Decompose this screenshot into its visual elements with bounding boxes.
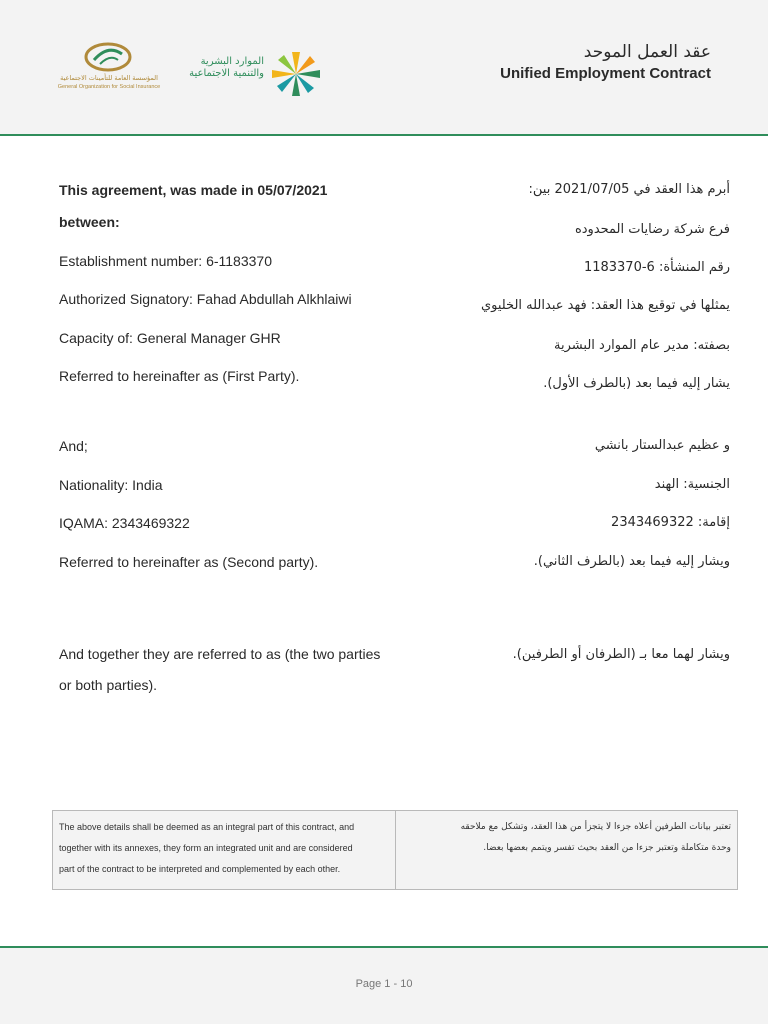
together-en-line2: or both parties).	[59, 677, 158, 693]
note-ar-line2: وحدة متكاملة وتعتبر جزءا من العقد بحيث تفسر ويتمم بعضها بعضا.	[483, 843, 731, 853]
note-divider	[395, 811, 396, 889]
capacity-en: Capacity of: General Manager GHR	[59, 330, 281, 346]
agreement-date-ar: أبرم هذا العقد في 2021/07/05 بين:	[528, 182, 730, 197]
and-en: And;	[59, 438, 88, 454]
second-party-referred-ar: ويشار إليه فيما بعد (بالطرف الثاني).	[533, 554, 730, 569]
title-arabic: عقد العمل الموحد	[583, 42, 711, 62]
establishment-number-ar: رقم المنشأة: 6-1183370	[583, 260, 730, 275]
gosi-emblem-icon	[80, 40, 136, 76]
gosi-logo	[48, 40, 170, 98]
hrsd-logo	[176, 50, 328, 100]
note-en-line2: together with its annexes, they form an integrated unit and are considered	[59, 843, 353, 853]
hrsd-name-line2: والتنمية الاجتماعية	[189, 68, 264, 79]
second-party-referred-en: Referred to hereinafter as (Second party).	[59, 554, 319, 570]
iqama-en: IQAMA: 2343469322	[59, 515, 190, 531]
capacity-ar: بصفته: مدير عام الموارد البشرية	[554, 338, 730, 353]
page-header	[0, 0, 768, 136]
first-party-referred-en: Referred to hereinafter as (First Party).	[59, 368, 300, 384]
together-ar: ويشار لهما معا بـ (الطرفان أو الطرفين).	[512, 647, 730, 662]
hrsd-name-line1: الموارد البشرية	[200, 56, 264, 67]
integral-part-note	[52, 810, 738, 890]
authorized-signatory-ar: يمثلها في توقيع هذا العقد: فهد عبدالله الخليوي	[480, 298, 730, 313]
title-english: Unified Employment Contract	[500, 65, 711, 82]
between-en: between:	[59, 214, 120, 230]
note-arabic	[397, 817, 731, 859]
nationality-en: Nationality: India	[59, 477, 163, 493]
hrsd-star-icon	[266, 50, 326, 98]
page-footer	[0, 948, 768, 1024]
company-name-ar: فرع شركة رضايات المحدوده	[574, 222, 730, 237]
hrsd-name	[176, 56, 264, 80]
nationality-ar: الجنسية: الهند	[654, 477, 730, 492]
note-english	[59, 817, 391, 880]
establishment-number-en: Establishment number: 6-1183370	[59, 253, 272, 269]
header-logos	[48, 40, 338, 100]
iqama-ar: إقامة: 2343469322	[611, 515, 730, 530]
together-en-line1: And together they are referred to as (the two parties	[59, 646, 381, 662]
note-en-line3: part of the contract to be interpreted and complemented by each other.	[59, 864, 341, 874]
authorized-signatory-en: Authorized Signatory: Fahad Abdullah Alkhlaiwi	[59, 291, 352, 307]
second-party-name-ar: و عظيم عبدالستار بانشي	[594, 438, 730, 453]
note-ar-line1: تعتبر بيانات الطرفين أعلاه جزءا لا يتجزأ من هذا العقد، وتشكل مع ملاحقه	[460, 822, 731, 832]
agreement-date-en: This agreement, was made in 05/07/2021	[59, 182, 328, 198]
note-en-line1: The above details shall be deemed as an integral part of this contract, and	[59, 822, 355, 832]
gosi-name-en: General Organization for Social Insurance	[57, 84, 161, 90]
page-number: Page 1 - 10	[355, 978, 413, 990]
first-party-referred-ar: يشار إليه فيما بعد (بالطرف الأول).	[543, 376, 730, 391]
gosi-name-ar: المؤسسة العامة للتأمينات الاجتماعية	[60, 74, 158, 82]
